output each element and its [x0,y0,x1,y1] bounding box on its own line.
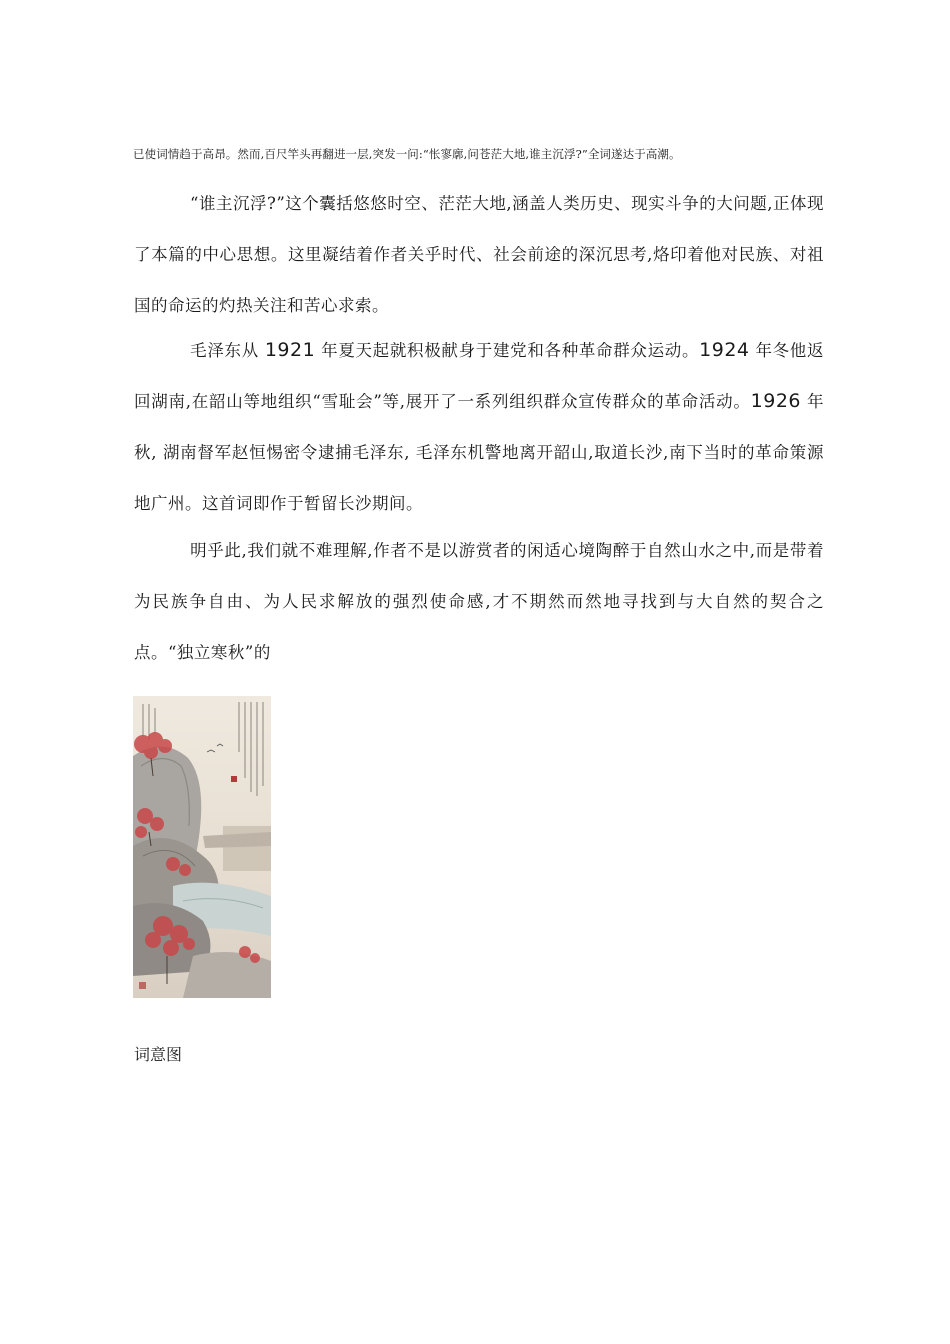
landscape-painting-image [133,696,271,998]
paragraph-text: 明乎此,我们就不难理解,作者不是以游赏者的闲适心境陶醉于自然山水之中,而是带着为民族争自由、为人民求解放的强烈使命感,才不期然而然地寻找到与大自然的契合之点。“独立寒秋”的 [134,541,824,662]
paragraph-text: 毛泽东从 [190,341,265,360]
year-1924: 1924 [699,339,750,361]
painting-svg [133,696,271,998]
paragraph-history [134,325,824,529]
intro-line: 已使词情趋于高昂。然而,百尺竿头再翻进一层,突发一问:“怅寥廓,问苍茫大地,谁主沉浮?”全词遂达于高潮。 [133,147,681,161]
paragraph-text: “谁主沉浮?”这个囊括悠悠时空、茫茫大地,涵盖人类历史、现实斗争的大问题,正体现了本篇的中心思想。这里凝结着作者关乎时代、社会前途的深沉思考,烙印着他对民族、对祖国的命运的灼热关注和苦心求索。 [134,194,824,315]
paragraph-interpretation [134,525,824,678]
paragraph-text: 年夏天起就积极献身于建党和各种革命群众运动。 [315,341,700,360]
paragraph-text: 年冬他返回湖南,在韶山等地组织“雪耻会”等,展开了一系列组织群众宣传群众的革命活动。 [134,341,824,411]
paragraph-central-idea [134,178,824,331]
year-1921: 1921 [264,339,316,361]
paragraph-text: 年秋, 湖南督军赵恒惕密令逮捕毛泽东, 毛泽东机警地离开韶山,取道长沙,南下当时的革命策源地广州。这首词即作于暂留长沙期间。 [134,392,824,513]
image-caption: 词意图 [134,1045,183,1064]
year-1926: 1926 [750,390,801,412]
